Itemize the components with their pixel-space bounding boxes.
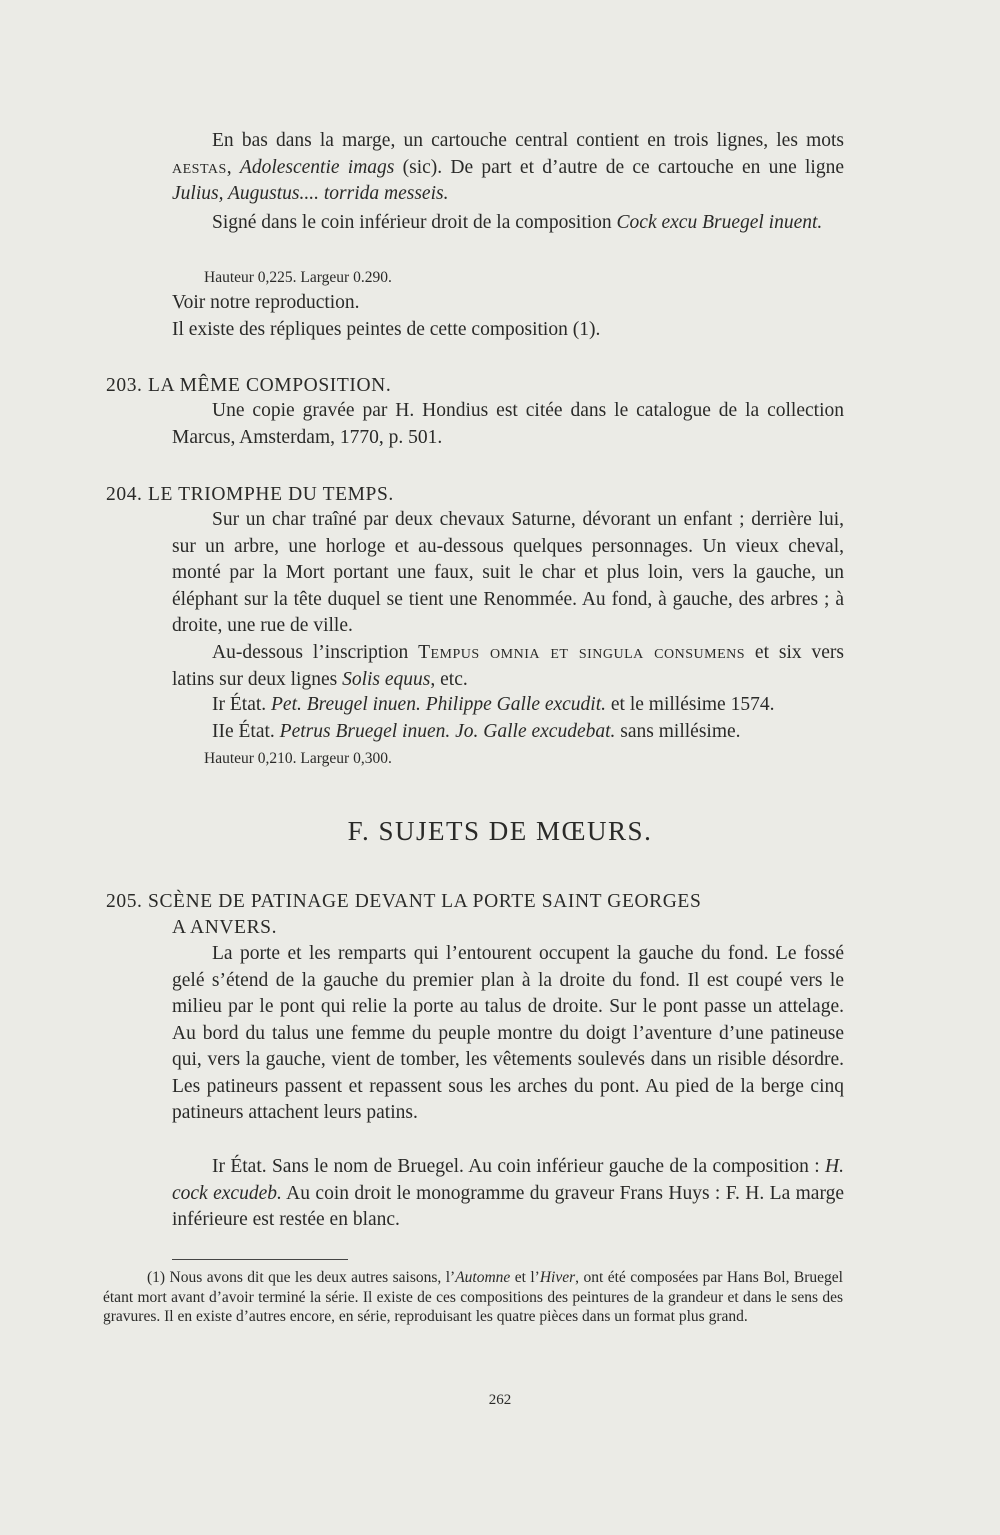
signature-paragraph xyxy=(172,210,844,237)
entry-204-inscription xyxy=(172,640,844,693)
dimensions-line: Hauteur 0,225. Largeur 0.290. xyxy=(204,269,392,286)
inscription-text: Pet. Breugel inuen. Philippe Galle excudit. xyxy=(271,694,607,715)
entry-204-dimensions: Hauteur 0,210. Largeur 0,300. xyxy=(204,750,392,767)
footnote-text xyxy=(103,1268,843,1327)
text-run: Au-dessous l’inscription xyxy=(212,642,419,663)
section-title: F. SUJETS DE MŒURS. xyxy=(347,816,653,846)
text-run: sans millésime. xyxy=(615,721,741,742)
text-run: , ont été composées par Hans Bol, Bruegel étant mort avant d’avoir terminé la série. Il existe de ces compositions des peintures de la grandeur et dans le sens des gravures. Il en existe d’autres encore, en série, reproduisant les quatre pièces dans un format plus grand. xyxy=(103,1269,843,1325)
replicas-note: Il existe des répliques peintes de cette composition (1). xyxy=(172,319,601,340)
text-run: et l’ xyxy=(510,1269,540,1286)
entry-203-heading: 203. LA MÊME COMPOSITION. xyxy=(106,375,392,396)
inscription-text: Julius, Augustus.... torrida messeis. xyxy=(172,183,449,204)
text-run: et le millésime 1574. xyxy=(606,694,775,715)
text-run: , etc. xyxy=(430,668,468,690)
text-run: cartouche en une ligne xyxy=(657,156,844,178)
page-number: 262 xyxy=(488,1392,512,1408)
text-run: , xyxy=(226,156,240,178)
footnote xyxy=(103,1268,843,1327)
heading-line: A ANVERS. xyxy=(172,917,278,938)
inscription-text: H. cock excudeb. xyxy=(172,1156,844,1204)
text-run: (sic). De part et d’autre de ce xyxy=(394,156,650,178)
entry-205-description: La porte et les remparts qui l’entourent occupent la gauche du fond. Le fossé gelé s’étend de la gauche du premier plan à la droite du fond. Il est coupé vers le milieu par le pont qui relie la porte au talus de droite. Sur le pont passe un attelage. Au bord du talus une femme du peuple montre du doigt l’aventure d’une patineuse qui, vers la gauche, vient de tomber, les vêtements soulevés dans un risible désordre. Les patineurs passent et repassent sous les arches du pont. Au pied de la berge cinq patineurs attachent leurs patins. xyxy=(172,943,844,1123)
text-run: En bas dans la marge, un cartouche central contient en trois lignes, xyxy=(212,130,769,151)
inscription-text: Petrus Bruegel inuen. Jo. Galle excudebat. xyxy=(279,721,616,742)
reproduction-note: Voir notre reproduction. xyxy=(172,292,360,313)
text-run: Hiver xyxy=(539,1269,576,1286)
text-run: Ir État. xyxy=(212,694,272,715)
inscription-text: Solis equus xyxy=(342,668,431,690)
entry-204-description: Sur un char traîné par deux chevaux Saturne, dévorant un enfant ; derrière lui, sur un arbre, une horloge et au-dessous quelques personnages. Un vieux cheval, monté par la Mort portant une faux, suit le char et plus loin, vers la gauche, un éléphant sur la tête duquel se tient une Renommée. Au fond, à gauche, des arbres ; à droite, une rue de ville. xyxy=(172,509,844,636)
entry-204-state-1 xyxy=(172,692,844,719)
cartouche-paragraph xyxy=(172,128,844,208)
entry-204-heading: 204. LE TRIOMPHE DU TEMPS. xyxy=(106,484,394,505)
inscription-text: Cock excu xyxy=(616,212,698,233)
text-run: Ir État. Sans le nom de Bruegel. Au coin inférieur gauche de la composition : xyxy=(212,1156,826,1177)
entry-205-heading xyxy=(106,889,846,941)
entry-203-text: Une copie gravée par H. Hondius est citée dans le catalogue de la collection Marcus, Amsterdam, 1770, p. 501. xyxy=(172,400,844,448)
text-run: Automne xyxy=(455,1269,511,1286)
inscription-text: aestas xyxy=(172,156,227,178)
inscription-text: Bruegel inuent. xyxy=(702,212,823,233)
footnote-rule xyxy=(172,1259,348,1260)
text-run: Au coin droit le monogramme du graveur Frans Huys : F. H. La marge inférieure est restée en blanc. xyxy=(172,1182,844,1230)
text-run: les mots xyxy=(776,130,844,151)
inscription-text: Tempus omnia et singula consumens xyxy=(418,642,746,663)
entry-204-state-2 xyxy=(172,719,844,746)
text-run: Signé dans le coin inférieur droit de la composition xyxy=(212,212,617,233)
text-run: (1) Nous avons dit que les deux autres saisons, l’ xyxy=(147,1269,456,1286)
heading-line: 205. SCÈNE DE PATINAGE DEVANT LA PORTE SAINT GEORGES xyxy=(106,891,702,912)
entry-205-state xyxy=(172,1154,844,1234)
inscription-text: Adolescentie imags xyxy=(239,156,395,178)
text-run: et six vers latins sur deux lignes xyxy=(172,642,844,690)
text-run: IIe État. xyxy=(212,721,280,742)
